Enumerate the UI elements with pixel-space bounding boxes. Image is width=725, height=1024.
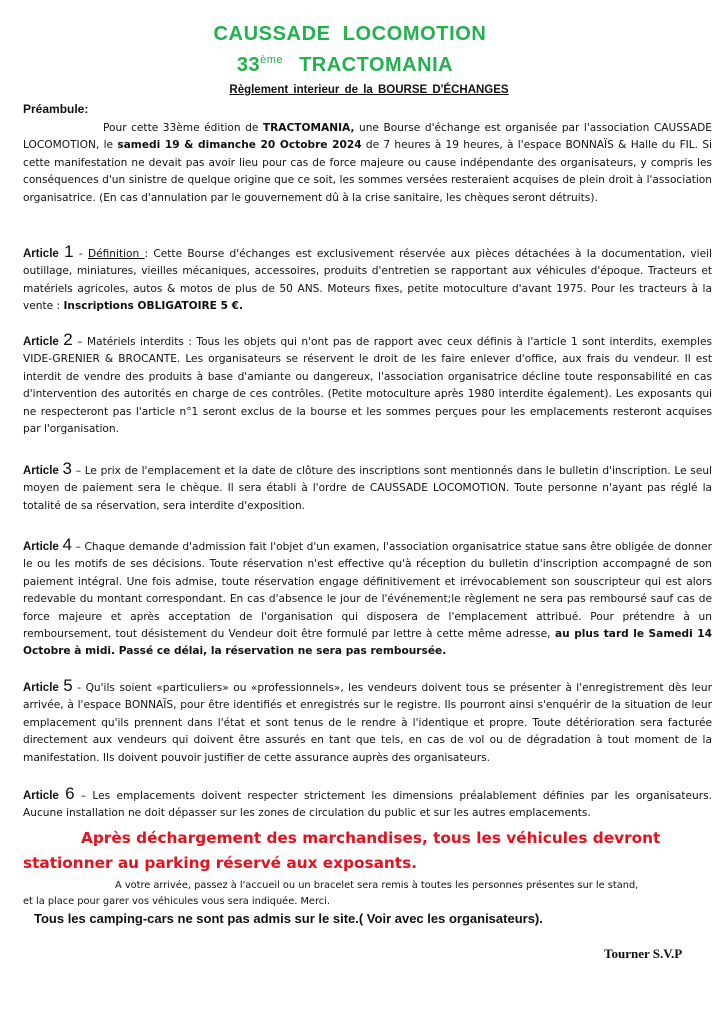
article-5-label: Article — [23, 682, 59, 694]
article-2-number: 2 — [63, 330, 73, 349]
article-1-dash: - — [73, 248, 88, 260]
article-3 — [23, 460, 712, 515]
article-6 — [23, 785, 712, 823]
article-6-label: Article — [23, 790, 59, 802]
article-2-label: Article — [23, 336, 59, 348]
article-1-registration: Inscriptions OBLIGATOIRE 5 €. — [63, 300, 244, 313]
arrival-note-line-2: et la place pour garer vos véhicules vous sera indiquée. Merci. — [23, 896, 330, 907]
article-5-text: - Qu'ils soient «particuliers» ou «professionnels», les vendeurs doivent tous se présenter à l'enregistrement dès leur arrivée, à l'espace BONNAÏS, pour être identifiés et enregistrés sur le registre. Ils pourront ainsi s'enquérir de la situation de leur emplacement qu'ils prennent dans l'état et sont tenus de le rendre à l'identique et propre. Toute détérioration sera facturée directement aux vendeurs qui doivent être assurés en tant que tels, en cas de vol ou de dégradation à tout moment de la manifestation. Ils doivent pouvoir justifier de cette assurance auprès des organisateurs. — [23, 682, 712, 764]
turn-over-note: Tourner S.V.P — [604, 946, 683, 961]
preambule-text-3: de 7 heures à 19 heures, à l'espace BONNAÏS & Halle du FIL. Si cette manifestation ne devait pas avoir lieu pour cas de force majeure ou cause indépendante des organisateurs, y compris les conséquences d'un sinistre de quelque origine que ce soit, les sommes versées resteraient acquises de plein droit à l'association organisatrice. (En cas d'annulation par le gouvernement dû à la crise sanitaire, les chèques seront détruits). — [23, 139, 712, 204]
article-5-number: 5 — [63, 676, 73, 695]
arrival-note-line-1: A votre arrivée, passez à l'accueil ou un bracelet sera remis à toutes les personnes présentes sur le stand, — [115, 880, 639, 891]
preambule-text-1: Pour cette 33ème édition de — [103, 122, 263, 134]
preambule-paragraph — [23, 120, 712, 207]
article-3-number: 3 — [62, 459, 72, 478]
article-1-definition: Définition — [87, 248, 145, 260]
article-1-label: Article — [23, 248, 59, 260]
preambule-heading: Préambule: — [23, 102, 89, 116]
article-6-number: 6 — [65, 784, 75, 803]
parking-notice-line-1: Après déchargement des marchandises, tous les véhicules devront — [81, 829, 661, 847]
article-4-number: 4 — [62, 535, 72, 554]
preambule-dates: samedi 19 & dimanche 20 Octobre 2024 — [117, 139, 362, 152]
article-2 — [23, 331, 712, 438]
article-3-text: – Le prix de l'emplacement et la date de clôture des inscriptions sont mentionnés dans le bulletin d'inscription. Le seul moyen de paiement sera le chèque. Il sera établi à l'ordre de CAUSSADE LOCOMOTION. Toute personne n'ayant pas réglé la totalité de sa réservation, sera interdite d'exposition. — [23, 465, 712, 512]
article-4-label: Article — [23, 541, 59, 553]
article-1-number: 1 — [64, 242, 74, 261]
article-4 — [23, 536, 712, 661]
parking-notice-line-2: stationner au parking réservé aux exposants. — [23, 854, 418, 872]
article-1-text: : Cette Bourse d'échanges est exclusivement réservée aux pièces détachées à la documentation, vieil outillage, miniatures, vieilles mécaniques, accessoires, produits d'entretien se rapportant aux véhicules d'époque. Tracteurs et matériels agricoles, autos & motos de plus de 50 ANS. Moteurs fixes, petite motoculture d'avant 1975. Pour les tracteurs à la vente : — [23, 248, 712, 313]
document-title: CAUSSADE LOCOMOTION — [213, 23, 487, 45]
edition-superscript: ème — [260, 54, 284, 66]
article-5 — [23, 677, 712, 767]
article-2-text: – Matériels interdits : Tous les objets qui n'ont pas de rapport avec ceux définis à l'article 1 sont interdits, exemples VIDE-GRENIER & BROCANTE. Les organisateurs se réservent le droit de les faire enlever d'office, aux frais du vendeur. Il est interdit de vendre des produits à base d'amiante ou dangereux, l'association organisatrice décline toute responsabilité en cas d'intervention des autorités en charge de ces contrôles. (Petite motoculture après 1980 interdite également). Les exposants qui ne respecteront pas l'article n°1 seront exclus de la bourse et les sommes perçues pour les emplacements resteront acquises par l'organisation. — [23, 336, 713, 436]
article-4-deadline: au plus tard le Samedi 14 Octobre à midi. Passé ce délai, la réservation ne sera pas remboursée. — [23, 628, 712, 658]
article-4-text: – Chaque demande d'admission fait l'objet d'un examen, l'association organisatrice statue sans être obligée de donner le ou les motifs de ses décisions. Toute réservation n'est effective qu'à réception du bulletin d'inscription accompagné de son paiement intégral. Une fois admise, toute réservation engage définitivement et irrévocablement son souscripteur qui est alors redevable du montant correspondant. En cas d'absence le jour de l'événement;le règlement ne sera pas remboursé sauf cas de force majeure et après acceptation de l'organisation qui disposera de l'emplacement attribué. Pour prétendre à un remboursement, tout désistement du Vendeur doit être formulé par lettre à cette même adresse, — [23, 541, 712, 641]
preambule-event-name: TRACTOMANIA, — [262, 122, 355, 134]
article-3-label: Article — [23, 465, 59, 477]
edition-title — [0, 54, 690, 77]
edition-name: TRACTOMANIA — [299, 54, 454, 76]
edition-number: 33 — [236, 54, 261, 76]
camping-car-notice: Tous les camping-cars ne sont pas admis sur le site.( Voir avec les organisateurs). — [34, 911, 543, 926]
preambule-text-2: une Bourse d'échange est organisée par l'association CAUSSADE LOCOMOTION, le — [23, 122, 712, 152]
document-subtitle: Règlement interieur de la BOURSE D'ÉCHANGES — [229, 84, 509, 96]
article-1 — [23, 243, 712, 316]
article-6-text: – Les emplacements doivent respecter strictement les dimensions préalablement définies par les organisateurs. Aucune installation ne doit dépasser sur les zones de circulation du public et sur les autres emplacements. — [23, 790, 712, 820]
